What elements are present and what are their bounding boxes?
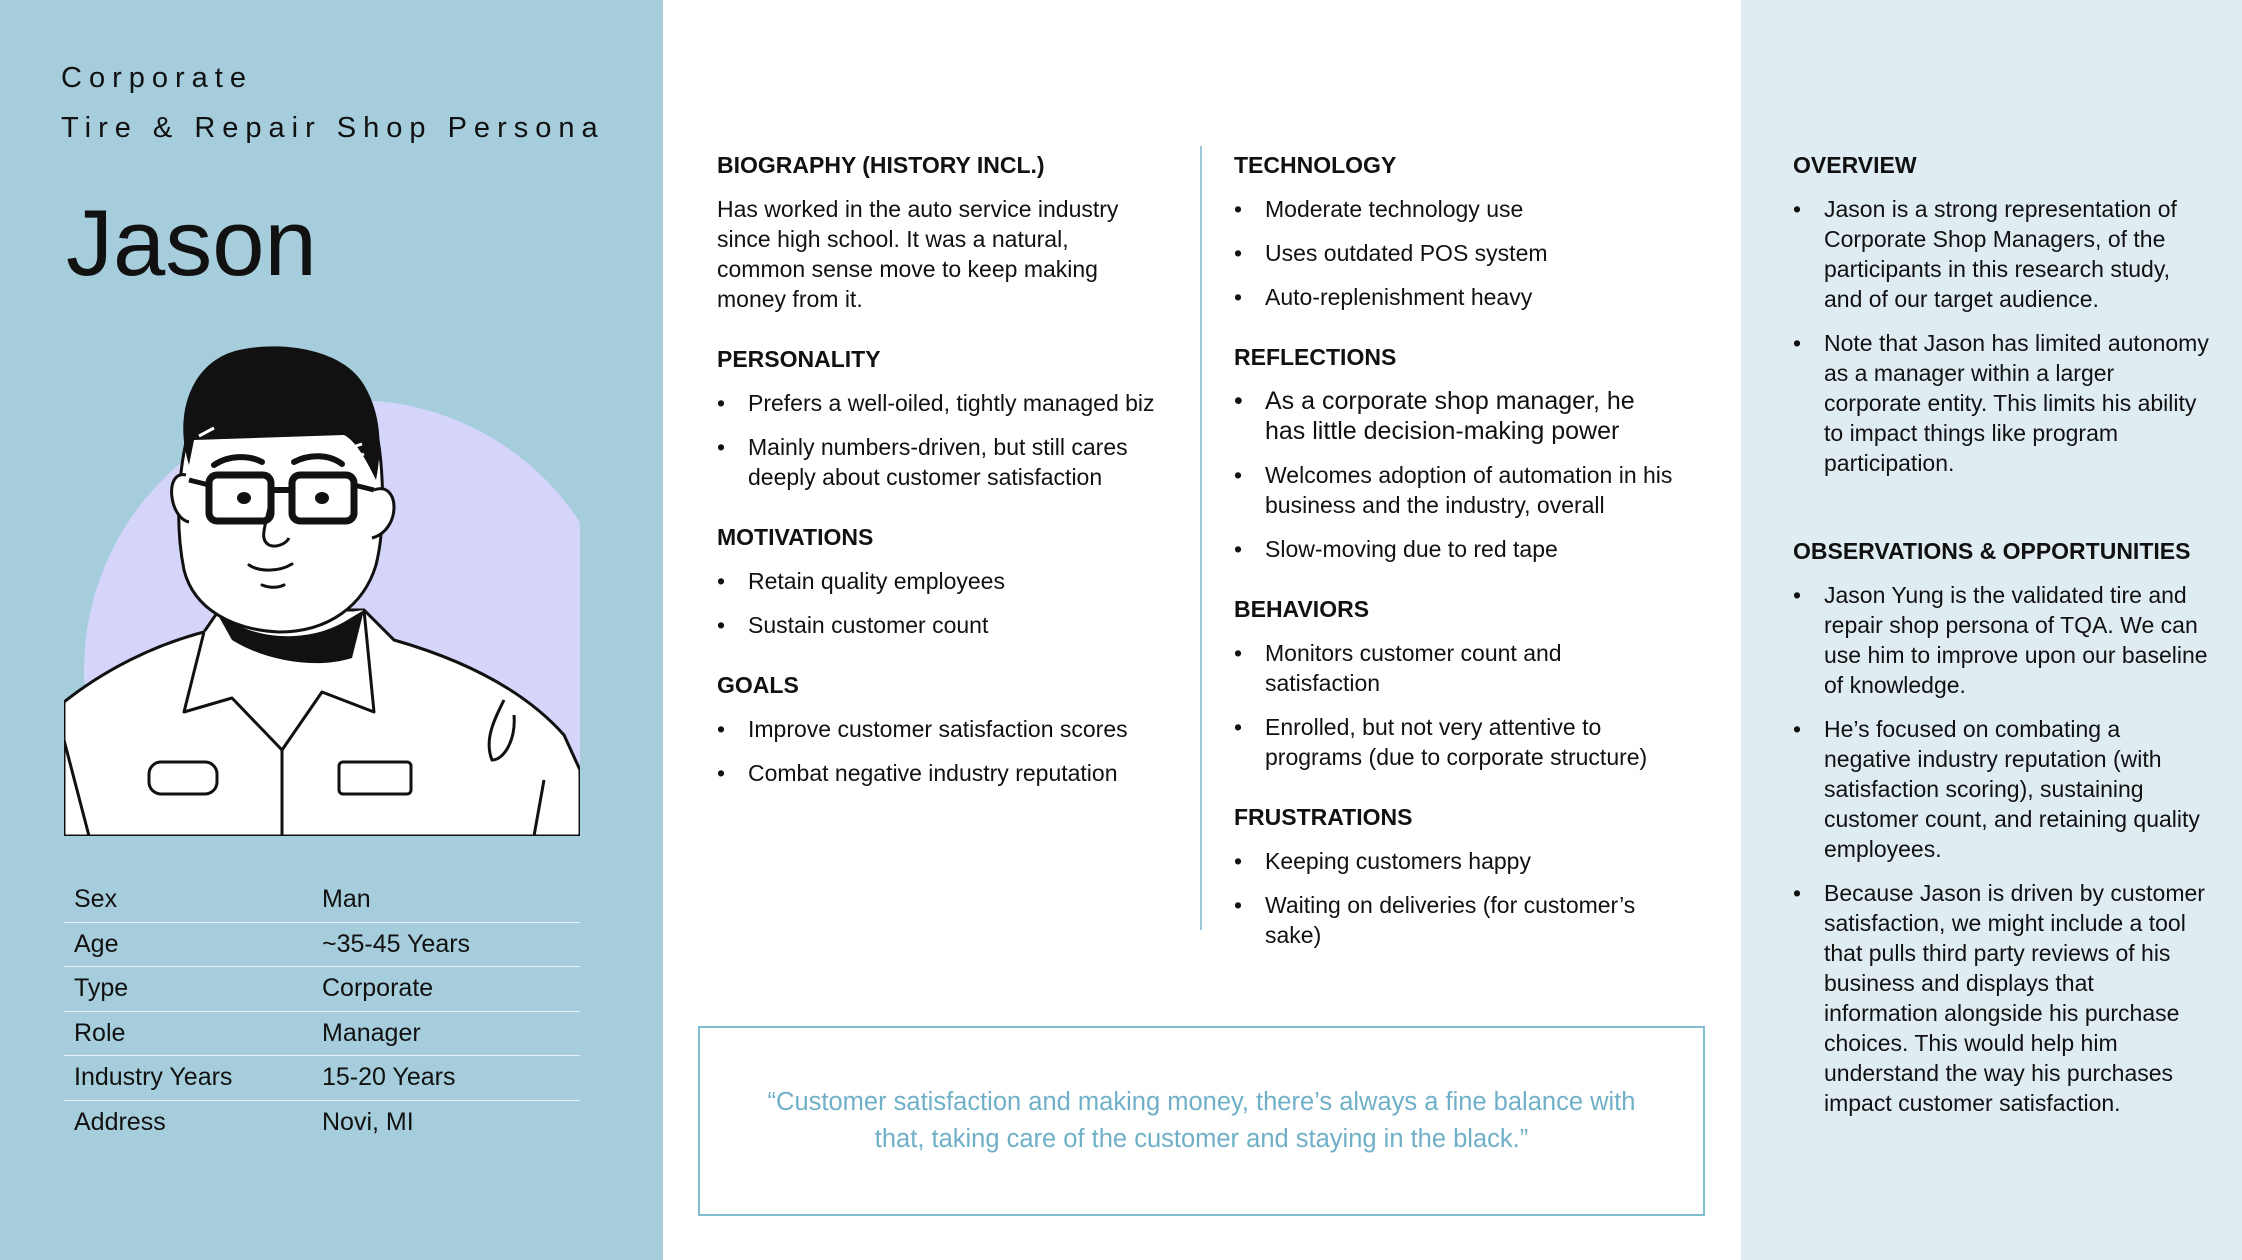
attribute-value: 15-20 Years [322, 1063, 456, 1092]
attribute-label: Role [74, 1018, 126, 1047]
list-item: • Waiting on deliveries (for customer’s sake) [1234, 890, 1654, 950]
motivations-section [717, 522, 1187, 640]
list-item: • Prefers a well-oiled, tightly managed biz [717, 388, 1187, 418]
behaviors-section [1234, 594, 1704, 772]
section-heading: TECHNOLOGY [1234, 152, 1397, 178]
list-item: • Note that Jason has limited autonomy as a manager within a larger corporate entity. This limits his ability to impact things like program participation. [1793, 328, 2213, 478]
list-item: • Jason is a strong representation of Corporate Shop Managers, of the participants in this research study, and of our target audience. [1793, 194, 2213, 314]
list-item: • Monitors customer count and satisfaction [1234, 638, 1614, 698]
list-item: • Improve customer satisfaction scores [717, 714, 1187, 744]
list-item: • Auto-replenishment heavy [1234, 282, 1704, 312]
biography-section [717, 150, 1187, 314]
section-heading: FRUSTRATIONS [1234, 804, 1413, 830]
list-item: • Slow-moving due to red tape [1234, 534, 1704, 564]
list-item: • Retain quality employees [717, 566, 1187, 596]
persona-attributes-table [64, 878, 580, 1145]
goals-section [717, 670, 1187, 788]
attribute-value: Corporate [322, 974, 434, 1003]
list-item: • Combat negative industry reputation [717, 758, 1187, 788]
column-divider [1200, 146, 1202, 930]
list-item: • Jason Yung is the validated tire and repair shop persona of TQA. We can use him to improve upon our baseline of knowledge. [1793, 580, 2213, 700]
persona-portrait [64, 340, 580, 836]
section-heading: REFLECTIONS [1234, 344, 1397, 370]
list-item: • Enrolled, but not very attentive to programs (due to corporate structure) [1234, 712, 1704, 772]
list-item: • Keeping customers happy [1234, 846, 1704, 876]
attribute-label: Age [74, 929, 119, 958]
frustrations-section [1234, 802, 1704, 950]
list-item: • As a corporate shop manager, he has little decision-making power [1234, 386, 1654, 446]
persona-category: Corporate [61, 62, 253, 94]
persona-illustration-icon [64, 340, 580, 836]
attribute-label: Address [74, 1108, 166, 1137]
attribute-label: Type [74, 974, 129, 1003]
persona-quote: “Customer satisfaction and making money, there’s always a fine balance with that, taking care of the customer and staying in the black.” [767, 1088, 1636, 1153]
attribute-value: Man [322, 885, 371, 914]
attribute-value: Manager [322, 1018, 421, 1047]
attribute-row [64, 1012, 580, 1057]
list-item: • Welcomes adoption of automation in his business and the industry, overall [1234, 460, 1674, 520]
section-heading: OBSERVATIONS & OPPORTUNITIES [1793, 538, 2191, 564]
attribute-row [64, 967, 580, 1012]
persona-profile-panel [0, 0, 663, 1260]
attribute-label: Industry Years [74, 1063, 233, 1092]
attribute-label: Sex [74, 885, 118, 914]
attribute-row [64, 923, 580, 968]
persona-details-column-left [717, 150, 1187, 818]
list-item: • Mainly numbers-driven, but still cares deeply about customer satisfaction [717, 432, 1157, 492]
personality-section [717, 344, 1187, 492]
section-heading: BIOGRAPHY (HISTORY INCL.) [717, 152, 1045, 178]
attribute-value: Novi, MI [322, 1108, 414, 1137]
biography-text: Has worked in the auto service industry since high school. It was a natural, common sense move to keep making money from it. [717, 196, 1119, 312]
persona-quote-box [698, 1026, 1705, 1216]
list-item: • Moderate technology use [1234, 194, 1704, 224]
section-heading: BEHAVIORS [1234, 596, 1370, 622]
section-heading: GOALS [717, 672, 799, 698]
section-heading: MOTIVATIONS [717, 524, 874, 550]
observations-section [1793, 536, 2213, 1118]
attribute-row [64, 878, 580, 923]
attribute-row [64, 1101, 580, 1146]
attribute-value: ~35-45 Years [322, 929, 471, 958]
persona-subtitle: Tire & Repair Shop Persona [61, 112, 605, 144]
section-heading: PERSONALITY [717, 346, 881, 372]
overview-column [1793, 150, 2213, 1148]
technology-section [1234, 150, 1704, 312]
persona-details-column-right [1234, 150, 1704, 980]
list-item: • Uses outdated POS system [1234, 238, 1704, 268]
persona-name: Jason [66, 190, 317, 295]
list-item: • Because Jason is driven by customer satisfaction, we might include a tool that pulls third party reviews of his business and displays that information alongside his purchase choices. This would help him understand the way his purchases impact customer satisfaction. [1793, 878, 2213, 1118]
list-item: • Sustain customer count [717, 610, 1187, 640]
list-item: • He’s focused on combating a negative industry reputation (with satisfaction scoring), sustaining customer count, and retaining quality employees. [1793, 714, 2213, 864]
attribute-row [64, 1056, 580, 1101]
reflections-section [1234, 342, 1704, 564]
section-heading: OVERVIEW [1793, 152, 1917, 178]
overview-section [1793, 150, 2213, 478]
